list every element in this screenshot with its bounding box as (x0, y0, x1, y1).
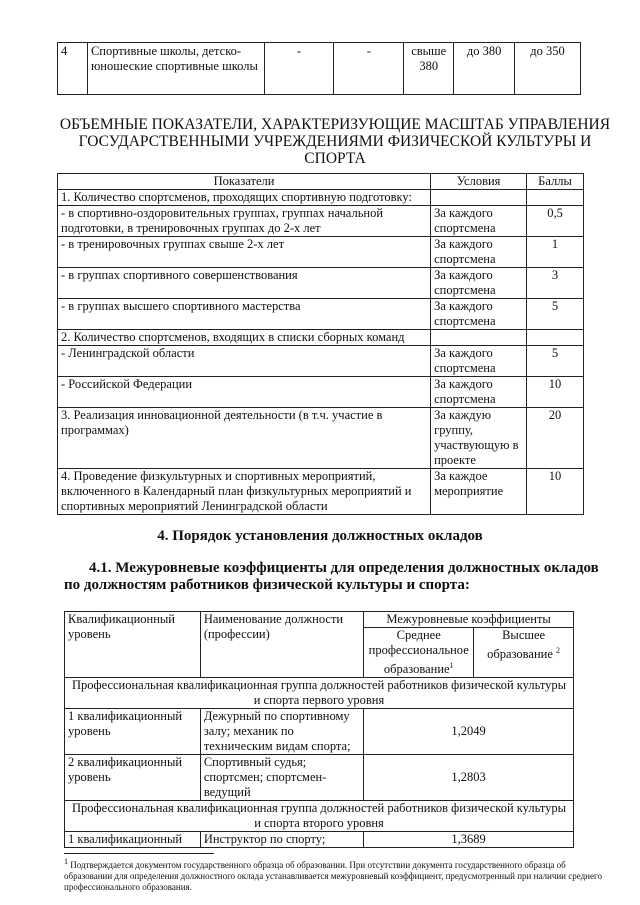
indicator-cell: 4. Проведение физкультурных и спортивных мероприятий, включенного в Календарный план физкультурных мероприятий и спортивных мероприятий Ленинградской области (58, 469, 431, 515)
group-row (65, 801, 574, 832)
indicator-cell: - в группах высшего спортивного мастерства (58, 299, 431, 330)
table-row (58, 190, 584, 206)
position-cell: Спортивный судья; спортсмен; спортсмен-ведущий (200, 755, 363, 801)
points-cell: 10 (527, 377, 584, 408)
column-header: Баллы (527, 174, 584, 190)
higher-label: Высшее образование (487, 628, 553, 662)
table-row (58, 237, 584, 268)
table-row (58, 43, 581, 95)
column-header: Показатели (58, 174, 431, 190)
indicator-cell: - в тренировочных группах свыше 2-х лет (58, 237, 431, 268)
table-cell: - (264, 43, 334, 95)
level-cell: 1 квалификационный уровень (65, 709, 201, 755)
position-cell: Инструктор по спорту; (200, 832, 363, 848)
table-header-row (65, 612, 574, 628)
points-cell: 5 (527, 346, 584, 377)
table-row (65, 832, 574, 848)
top-table (57, 42, 581, 95)
table-cell: до 380 (454, 43, 515, 95)
coefficient-cell: 1,3689 (364, 832, 574, 848)
condition-cell (431, 190, 527, 206)
column-header-higher (474, 628, 574, 678)
indicator-cell: - в спортивно-оздоровительных группах, группах начальной подготовки, в тренировочных группах до 2-х лет (58, 206, 431, 237)
volume-indicators-table (57, 173, 584, 515)
condition-cell: За каждого спортсмена (431, 299, 527, 330)
points-cell (527, 190, 584, 206)
level-cell: 1 квалификационный (65, 832, 201, 848)
coefficient-cell: 1,2049 (364, 709, 574, 755)
condition-cell (431, 330, 527, 346)
table-row (58, 408, 584, 469)
points-cell: 5 (527, 299, 584, 330)
column-header-level: Квалификационный уровень (65, 612, 201, 678)
level-cell: 2 квалификационный уровень (65, 755, 201, 801)
position-cell: Дежурный по спортивному залу; механик по техническим видам спорта; (200, 709, 363, 755)
column-header: Условия (431, 174, 527, 190)
section-4-1-title-line1: 4.1. Межуровневые коэффициенты для определения должностных окладов (89, 560, 599, 576)
column-header-coefficients: Межуровневые коэффициенты (364, 612, 574, 628)
indicator-cell: 2. Количество спортсменов, входящих в списки сборных команд (58, 330, 431, 346)
indicator-cell: 3. Реализация инновационной деятельности (в т.ч. участие в программах) (58, 408, 431, 469)
group-title: Профессиональная квалификационная группа должностей работников физической культуры и спорта второго уровня (65, 801, 574, 832)
institution-type: Спортивные школы, детско-юношеские спортивные школы (87, 43, 264, 95)
table-row (58, 268, 584, 299)
indicator-cell: - Российской Федерации (58, 377, 431, 408)
table-cell: свыше 380 (404, 43, 454, 95)
footnote-mark: 1 (64, 857, 68, 866)
column-header-secondary (364, 628, 474, 678)
points-cell: 20 (527, 408, 584, 469)
section-4-1-title (64, 560, 612, 594)
condition-cell: За каждого спортсмена (431, 268, 527, 299)
secondary-label: Среднее профессиональное образование (368, 628, 469, 677)
points-cell: 1 (527, 237, 584, 268)
footnote-ref: 2 (556, 646, 561, 655)
table-row (58, 206, 584, 237)
footnote-divider (64, 853, 214, 854)
points-cell: 3 (527, 268, 584, 299)
condition-cell: За каждого спортсмена (431, 237, 527, 268)
condition-cell: За каждого спортсмена (431, 206, 527, 237)
table-row (58, 469, 584, 515)
group-title: Профессиональная квалификационная группа должностей работников физической культуры и спорта первого уровня (65, 678, 574, 709)
table-cell: до 350 (515, 43, 581, 95)
condition-cell: За каждого спортсмена (431, 377, 527, 408)
indicator-cell: - Ленинградской области (58, 346, 431, 377)
table-cell: - (334, 43, 404, 95)
footnote-ref: 1 (449, 661, 454, 670)
table-row (58, 299, 584, 330)
section-4-title: 4. Порядок установления должностных окладов (157, 528, 483, 544)
table-row (58, 377, 584, 408)
points-cell (527, 330, 584, 346)
section-4-1-title-line2: по должностям работников физической культуры и спорта: (64, 577, 470, 593)
row-number: 4 (58, 43, 88, 95)
condition-cell: За каждого спортсмена (431, 346, 527, 377)
table-row (65, 709, 574, 755)
points-cell: 0,5 (527, 206, 584, 237)
table-row (65, 755, 574, 801)
points-cell: 10 (527, 469, 584, 515)
footnote-text: Подтверждается документом государственного образца об образовании. При отсутствии документа государственного образца об образовании для определения должностного оклада устанавливается межуровневый коэффициент, предусмотренный при наличии среднего профессионального образования. (64, 860, 602, 892)
footnote (64, 856, 604, 893)
indicator-cell: 1. Количество спортсменов, проходящих спортивную подготовку: (58, 190, 431, 206)
table-row (58, 346, 584, 377)
coefficient-cell: 1,2803 (364, 755, 574, 801)
table-row (58, 330, 584, 346)
coefficients-table (64, 611, 574, 848)
table-header-row (58, 174, 584, 190)
column-header-position: Наименование должности (профессии) (200, 612, 363, 678)
group-row (65, 678, 574, 709)
condition-cell: За каждую группу, участвующую в проекте (431, 408, 527, 469)
volume-indicators-title: ОБЪЕМНЫЕ ПОКАЗАТЕЛИ, ХАРАКТЕРИЗУЮЩИЕ МАСШТАБ УПРАВЛЕНИЯ ГОСУДАРСТВЕННЫМИ УЧРЕЖДЕНИЯМИ ФИЗИЧЕСКОЙ КУЛЬТУРЫ И СПОРТА (59, 116, 611, 167)
condition-cell: За каждое мероприятие (431, 469, 527, 515)
indicator-cell: - в группах спортивного совершенствования (58, 268, 431, 299)
